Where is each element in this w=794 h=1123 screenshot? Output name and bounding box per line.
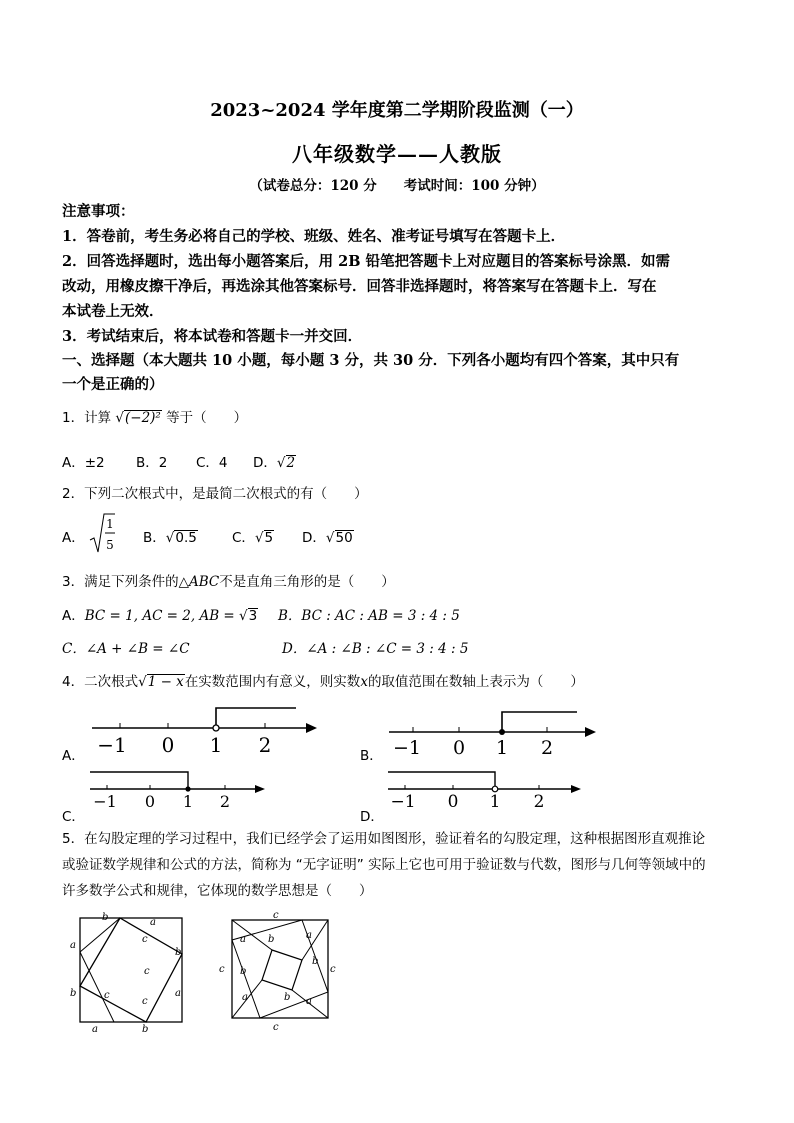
q4-prefix: 4．二次根式 [62,674,139,690]
open-point [213,725,219,731]
tick-label: 2 [219,792,231,811]
side-label: a [240,934,246,945]
side-label: a [175,988,181,999]
tick-label: 1 [495,737,509,759]
division-line [232,920,275,950]
question-5-line3: 许多数学公式和规律，它体现的数学思想是（ ） [62,883,373,899]
q4-option-a-numberline [88,700,324,760]
side-label: a [70,940,76,951]
exam-title: 2023~2024 学年度第二学期阶段监测（一） [210,100,584,121]
question-2: 2．下列二次根式中，是最简二次根式的有（ ） [62,486,368,502]
side-label: c [273,1022,279,1033]
q2-option-a-prefix: A． [62,530,85,546]
sqrt-symbol: √ [115,410,124,426]
exam-meta: （试卷总分：120 分 考试时间：100 分钟） [249,178,545,194]
side-label: c [104,990,110,1001]
division-line [80,952,114,1022]
tick-label: 0 [144,792,156,811]
side-label: c [273,910,279,921]
open-point [492,786,498,792]
q4-radicand: 1 − x [147,674,184,690]
side-label: c [142,934,148,945]
q1-radicand: (−2)² [125,410,161,426]
q3-a-radicand: 3 [248,608,258,624]
tick-label: 0 [452,737,466,759]
q4-option-b-numberline [385,700,605,760]
tick-label: 2 [540,737,554,759]
question-4 [62,670,584,690]
q1-option-d [253,451,296,471]
side-label: b [102,912,109,923]
q2-option-d [302,526,354,546]
q2-b-radicand: 0.5 [175,530,197,546]
q3-a-prefix: A． [62,608,85,624]
tick-label: 2 [533,792,545,812]
q2-b-prefix: B． [143,530,166,546]
q3-option-c: C．∠A + ∠B = ∠C [62,641,190,657]
q1-option-a: A．±2 [62,455,105,471]
side-label: c [219,964,225,975]
inner-square [80,918,182,1022]
side-label: a [306,930,312,941]
side-label: b [142,1024,149,1034]
solution-ray [216,708,296,725]
q1-option-b: B．2 [136,455,168,471]
sqrt-symbol: √ [165,530,175,546]
q2-a-numerator: 1 [106,517,114,531]
axis-arrow [571,785,581,793]
tick-label: −1 [390,792,416,812]
section1-line2: 一个是正确的） [62,376,164,393]
q2-a-denominator: 5 [106,538,114,552]
q2-c-radicand: 5 [264,530,274,546]
notes-item-2c: 本试卷上无效． [62,303,164,320]
outer-square [80,918,182,1022]
sqrt-symbol: √ [239,608,248,624]
q2-option-c [232,526,274,546]
q4-variable: x [360,674,368,690]
side-label: b [312,956,319,967]
q3-option-b: B．BC : AC : AB = 3 : 4 : 5 [278,608,460,624]
question-1 [62,406,247,426]
q1-prefix: 1．计算 [62,410,112,426]
q3-option-a [62,604,258,624]
q4-option-d-numberline [384,765,588,813]
q1-suffix: 等于（ ） [166,410,248,426]
solution-ray [502,712,577,732]
inner-square [262,950,302,990]
tick-label: 0 [447,792,459,812]
q3-stem-suffix: 不是直角三角形的是（ ） [219,574,395,590]
tick-label: 1 [209,733,223,757]
q1-d-prefix: D． [253,455,277,471]
tick-label: 1 [489,792,501,812]
side-label: b [284,992,291,1003]
closed-point [185,786,190,791]
q4-option-d-label: D． [360,809,384,825]
tick-label: 0 [161,733,175,757]
side-label: b [70,988,77,999]
side-label: b [268,934,275,945]
q1-option-c: C．4 [196,455,228,471]
sqrt-symbol: √ [325,530,335,546]
side-label: c [144,966,150,977]
side-label: b [175,947,182,958]
tick-label: 2 [258,733,272,757]
axis-arrow [585,727,596,737]
notes-item-2a: 2．回答选择题时，选出每小题答案后，用 2B 铅笔把答题卡上对应题目的答案标号涂黑．如需 [62,253,671,270]
solution-ray [90,772,188,789]
side-label: a [150,917,156,928]
q3-option-d: D．∠A : ∠B : ∠C = 3 : 4 : 5 [282,641,469,657]
q4-option-b-label: B． [360,748,383,764]
q1-d-radicand: 2 [286,455,296,471]
q2-d-prefix: D． [302,530,326,546]
q3-stem-prefix: 3．满足下列条件的 [62,574,179,590]
q4-option-a-label: A． [62,748,85,764]
q2-option-a-fraction [88,512,116,556]
question-5-line2: 或验证数学规律和公式的方法，简称为 “无字证明” 实际上它也可用于验证数与代数，图形与几何等领域中的 [62,857,706,873]
exam-subtitle: 八年级数学——人教版 [292,142,502,166]
question-3 [62,570,395,590]
axis-arrow [255,785,265,793]
side-label: c [142,996,148,1007]
sqrt-symbol: √ [138,674,147,690]
side-label: a [92,1024,98,1034]
tick-label: 1 [182,792,194,811]
side-label: c [330,964,336,975]
q2-d-radicand: 50 [335,530,353,546]
side-label: a [242,992,248,1003]
closed-point [499,729,505,735]
q2-option-b [143,526,198,546]
q4-middle: 在实数范围内有意义，则实数 [184,674,361,690]
notes-item-2b: 改动，用橡皮擦干净后，再选涂其他答案标号．回答非选择题时，将答案写在答题卡上．写在 [62,278,657,295]
notes-item-3: 3．考试结束后，将本试卷和答题卡一并交回． [62,328,363,345]
notes-heading: 注意事项： [62,203,135,220]
solution-ray [388,772,495,789]
q3-triangle: △ABC [178,574,220,590]
q4-option-c-numberline [86,765,272,813]
side-label: b [240,966,247,977]
sqrt-symbol: √ [276,455,286,471]
q4-option-c-label: C． [62,809,85,825]
axis-arrow [306,723,317,733]
section1-line1: 一、选择题（本大题共 10 小题，每小题 3 分，共 30 分．下列各小题均有四个答案，其中只有 [62,352,680,369]
tick-label: −1 [392,737,422,759]
figure-pythagoras-1 [62,908,192,1034]
division-line [80,918,120,952]
figure-pythagoras-2 [216,908,340,1034]
tick-label: −1 [97,733,127,757]
q3-a-text: BC = 1, AC = 2, AB = [84,608,240,624]
side-label: a [306,996,312,1007]
q4-suffix: 的取值范围在数轴上表示为（ ） [367,674,584,690]
q2-c-prefix: C． [232,530,255,546]
question-5-line1: 5．在勾股定理的学习过程中，我们已经学会了运用如图图形，验证着名的勾股定理，这种根据图形直观推论 [62,831,706,847]
sqrt-symbol: √ [254,530,264,546]
notes-item-1: 1．答卷前，考生务必将自己的学校、班级、姓名、准考证号填写在答题卡上． [62,228,566,245]
tick-label: −1 [93,792,117,811]
